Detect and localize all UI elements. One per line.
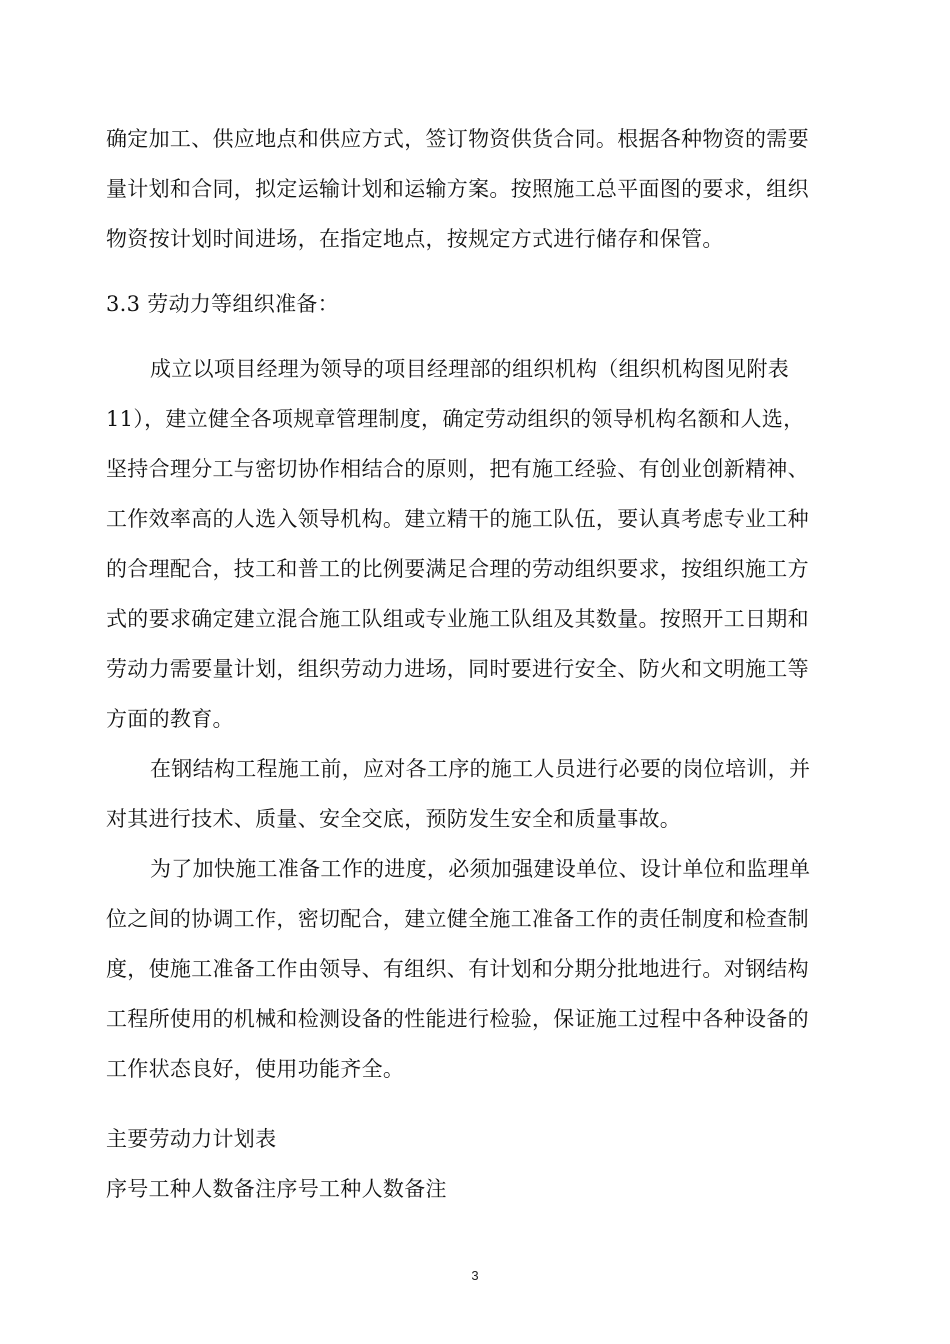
section-heading: 3.3 劳动力等组织准备：: [106, 292, 339, 316]
paragraph-2-line-5: 的合理配合，技工和普工的比例要满足合理的劳动组织要求，按组织施工方: [106, 557, 809, 581]
paragraph-1-line-3: 物资按计划时间进场，在指定地点，按规定方式进行储存和保管。: [106, 227, 724, 251]
paragraph-4-line-2: 位之间的协调工作，密切配合，建立健全施工准备工作的责任制度和检查制: [106, 907, 809, 931]
paragraph-4-line-5: 工作状态良好，使用功能齐全。: [106, 1057, 405, 1081]
paragraph-2-line-4: 工作效率高的人选入领导机构。建立精干的施工队伍，要认真考虑专业工种: [106, 507, 809, 531]
page-number: 3: [471, 1268, 479, 1283]
paragraph-2-line-6: 式的要求确定建立混合施工队组或专业施工队组及其数量。按照开工日期和: [106, 607, 809, 631]
paragraph-3-line-1: 在钢结构工程施工前，应对各工序的施工人员进行必要的岗位培训，并: [150, 757, 811, 781]
table-header-row: 序号工种人数备注序号工种人数备注: [106, 1177, 447, 1201]
paragraph-4-line-4: 工程所使用的机械和检测设备的性能进行检验，保证施工过程中各种设备的: [106, 1007, 809, 1031]
paragraph-2-line-2: 11），建立健全各项规章管理制度，确定劳动组织的领导机构名额和人选，: [106, 407, 805, 431]
paragraph-1-line-2: 量计划和合同，拟定运输计划和运输方案。按照施工总平面图的要求，组织: [106, 177, 809, 201]
paragraph-1-line-1: 确定加工、供应地点和供应方式，签订物资供货合同。根据各种物资的需要: [106, 127, 809, 151]
paragraph-4-line-3: 度，使施工准备工作由领导、有组织、有计划和分期分批地进行。对钢结构: [106, 957, 809, 981]
paragraph-2-line-3: 坚持合理分工与密切协作相结合的原则，把有施工经验、有创业创新精神、: [106, 457, 809, 481]
paragraph-2-line-8: 方面的教育。: [106, 707, 234, 731]
paragraph-2-line-7: 劳动力需要量计划，组织劳动力进场，同时要进行安全、防火和文明施工等: [106, 657, 809, 681]
table-title: 主要劳动力计划表: [106, 1127, 277, 1151]
paragraph-4-line-1: 为了加快施工准备工作的进度，必须加强建设单位、设计单位和监理单: [150, 857, 811, 881]
paragraph-3-line-2: 对其进行技术、质量、安全交底，预防发生安全和质量事故。: [106, 807, 682, 831]
paragraph-2-line-1: 成立以项目经理为领导的项目经理部的组织机构（组织机构图见附表: [150, 357, 789, 381]
